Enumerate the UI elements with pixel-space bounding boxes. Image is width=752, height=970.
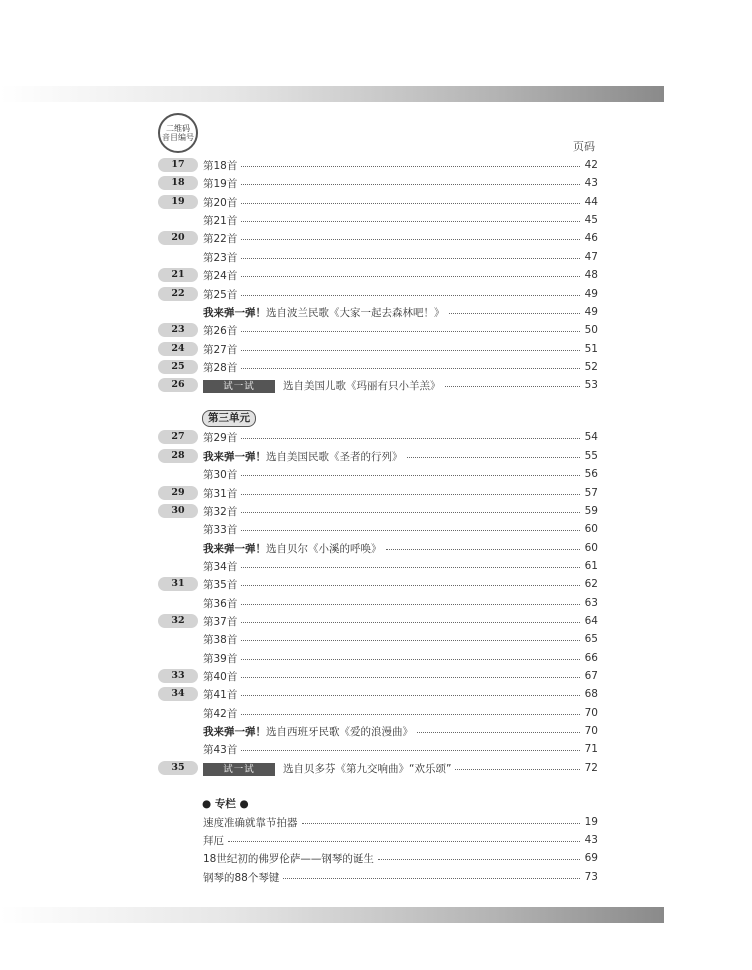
audio-track-number: 25 [158, 360, 198, 374]
toc-row [158, 447, 598, 465]
toc-row [158, 193, 598, 211]
dot-leader [241, 368, 580, 369]
page-number: 52 [584, 361, 598, 373]
audio-track-number: 31 [158, 577, 198, 591]
toc-entry [203, 248, 598, 266]
dot-leader [241, 622, 580, 623]
toc-row [158, 156, 598, 174]
column-row [158, 849, 598, 867]
dot-leader [241, 659, 580, 660]
toc-entry-title [203, 761, 451, 776]
toc-entry-text: 第41首 [203, 688, 238, 701]
play-along-label: 我来弹一弹！ [203, 450, 266, 463]
page-number: 67 [584, 670, 598, 682]
page-number: 46 [584, 232, 598, 244]
toc-entry [203, 321, 598, 339]
qr-badge-line1: 二维码 [166, 124, 190, 133]
page-number: 56 [584, 468, 598, 480]
toc-entry [203, 502, 598, 520]
bottom-gradient-band [0, 907, 664, 923]
toc-entry-text: 第25首 [203, 288, 238, 301]
column-entry [203, 831, 598, 849]
toc-row [158, 484, 598, 502]
toc-entry-title [203, 651, 237, 666]
audio-track-number: 28 [158, 449, 198, 463]
toc-row [158, 248, 598, 266]
column-entry [203, 849, 598, 867]
toc-entry-text: 第43首 [203, 743, 238, 756]
toc-entry-title [203, 706, 237, 721]
audio-track-number: 19 [158, 195, 198, 209]
toc-entry-text: 第40首 [203, 670, 238, 683]
toc-entry-title [203, 577, 237, 592]
dot-leader [241, 331, 580, 332]
dot-leader [241, 585, 580, 586]
toc-entry-title [203, 486, 237, 501]
dot-leader [241, 350, 580, 351]
toc-entry-title [203, 614, 237, 629]
page-number: 64 [584, 615, 598, 627]
toc-entry-title [203, 430, 237, 445]
toc-entry [203, 266, 598, 284]
toc-row [158, 428, 598, 446]
dot-leader [417, 732, 580, 733]
toc-entry-text: 第28首 [203, 361, 238, 374]
toc-row [158, 685, 598, 703]
toc-row [158, 211, 598, 229]
dot-leader [445, 386, 581, 387]
toc-entry [203, 740, 598, 758]
toc-entry-title [203, 378, 441, 393]
top-gradient-band [0, 86, 664, 102]
toc-entry-title [203, 669, 237, 684]
toc-row [158, 520, 598, 538]
toc-entry-title [203, 522, 237, 537]
audio-track-number: 34 [158, 687, 198, 701]
toc-entry-title [203, 541, 382, 556]
toc-entry-title [203, 467, 237, 482]
dot-leader [241, 677, 580, 678]
toc-row [158, 557, 598, 575]
play-along-label: 我来弹一弹！ [203, 725, 266, 738]
column-row [158, 813, 598, 831]
dot-leader [228, 841, 580, 842]
page-number: 49 [584, 288, 598, 300]
toc-entry-title [203, 195, 237, 210]
qr-badge-line2: 音目编号 [162, 133, 194, 142]
dot-leader [241, 221, 580, 222]
audio-track-number: 27 [158, 430, 198, 444]
toc-row [158, 229, 598, 247]
toc-entry [203, 759, 598, 777]
dot-leader [241, 512, 580, 513]
dot-leader [241, 567, 580, 568]
toc-entry-text: 第19首 [203, 177, 238, 190]
page-number: 60 [584, 523, 598, 535]
toc-entry [203, 447, 598, 465]
toc-entry [203, 303, 598, 321]
try-it-tag: 试一试 [203, 763, 275, 776]
section-heading-unit3: 第三单元 [202, 410, 256, 427]
toc-entry [203, 667, 598, 685]
toc-row [158, 740, 598, 758]
toc-row [158, 376, 598, 394]
page-column-label: 页码 [573, 140, 595, 153]
toc-entry-text: 第42首 [203, 707, 238, 720]
page-number: 70 [584, 725, 598, 737]
page-number: 66 [584, 652, 598, 664]
toc-entry [203, 685, 598, 703]
dot-leader [241, 640, 580, 641]
column-entry-title: 18世纪初的佛罗伦萨——钢琴的诞生 [203, 852, 374, 865]
try-it-tag: 试一试 [203, 380, 275, 393]
page-number: 71 [584, 743, 598, 755]
toc-row [158, 303, 598, 321]
toc-entry-title [203, 158, 237, 173]
toc-entry-text: 第21首 [203, 214, 238, 227]
toc-row [158, 649, 598, 667]
toc-row [158, 539, 598, 557]
toc-entry-title [203, 323, 237, 338]
dot-leader [241, 475, 580, 476]
toc-entry-text: 第20首 [203, 196, 238, 209]
toc-entry-text: 第36首 [203, 597, 238, 610]
toc-row [158, 630, 598, 648]
toc-row [158, 340, 598, 358]
audio-track-number: 20 [158, 231, 198, 245]
toc-entry-text: 第22首 [203, 232, 238, 245]
toc-entry [203, 557, 598, 575]
page-number: 54 [584, 431, 598, 443]
page-number: 55 [584, 450, 598, 462]
toc-row [158, 612, 598, 630]
page-number: 53 [584, 379, 598, 391]
toc-entry-text: 第35首 [203, 578, 238, 591]
page-number: 57 [584, 487, 598, 499]
page-number: 49 [584, 306, 598, 318]
audio-track-number: 29 [158, 486, 198, 500]
toc-entry [203, 376, 598, 394]
audio-track-number: 26 [158, 378, 198, 392]
toc-entry-title [203, 742, 237, 757]
toc-entry-text: 第23首 [203, 251, 238, 264]
page-number: 65 [584, 633, 598, 645]
toc-entry-text: 第38首 [203, 633, 238, 646]
toc-entry-title [203, 287, 237, 302]
toc-entry [203, 340, 598, 358]
page-number: 73 [584, 871, 598, 883]
toc-row [158, 174, 598, 192]
toc-entry-title [203, 305, 445, 320]
toc-row [158, 704, 598, 722]
audio-track-number: 23 [158, 323, 198, 337]
toc-entry-title [203, 632, 237, 647]
dot-leader [241, 203, 580, 204]
page-number: 42 [584, 159, 598, 171]
toc-entry-text: 第33首 [203, 523, 238, 536]
dot-leader [386, 549, 581, 550]
dot-leader [302, 823, 581, 824]
toc-entry-title [203, 268, 237, 283]
toc-entry [203, 156, 598, 174]
toc-entry-title [203, 176, 237, 191]
page-number: 19 [584, 816, 598, 828]
dot-leader [455, 769, 580, 770]
dot-leader [241, 438, 580, 439]
audio-track-number: 30 [158, 504, 198, 518]
play-along-label: 我来弹一弹！ [203, 542, 266, 555]
dot-leader [378, 859, 580, 860]
column-row [158, 831, 598, 849]
toc-entry-title [203, 504, 237, 519]
toc-entry-text: 选自波兰民歌《大家一起去森林吧！》 [266, 306, 445, 319]
page-number: 70 [584, 707, 598, 719]
toc-row [158, 321, 598, 339]
toc-entry-text: 第27首 [203, 343, 238, 356]
audio-track-number: 24 [158, 342, 198, 356]
column-entry-title: 钢琴的88个琴键 [203, 871, 280, 884]
toc-entry-text: 选自美国儿歌《玛丽有只小羊羔》 [283, 379, 441, 392]
page-number: 50 [584, 324, 598, 336]
toc-entry-title [203, 213, 237, 228]
toc-entry-title [203, 449, 403, 464]
toc-entry [203, 211, 598, 229]
page-number: 62 [584, 578, 598, 590]
dot-leader [241, 166, 580, 167]
toc-entry-text: 第32首 [203, 505, 238, 518]
toc-entry [203, 539, 598, 557]
page-number: 43 [584, 834, 598, 846]
toc-entry-text: 选自贝尔《小溪的呼唤》 [266, 542, 382, 555]
toc-row [158, 575, 598, 593]
toc-entry-text: 第29首 [203, 431, 238, 444]
toc-entry [203, 465, 598, 483]
dot-leader [241, 295, 580, 296]
toc-row [158, 465, 598, 483]
toc-entry-title [203, 596, 237, 611]
toc-entry-title [203, 342, 237, 357]
page-number: 63 [584, 597, 598, 609]
toc-entry-text: 第34首 [203, 560, 238, 573]
page-number: 44 [584, 196, 598, 208]
toc-entry-title [203, 687, 237, 702]
toc-entry-text: 选自西班牙民歌《爱的浪漫曲》 [266, 725, 413, 738]
toc-entry-text: 第24首 [203, 269, 238, 282]
toc-entry-title [203, 559, 237, 574]
toc-entry [203, 722, 598, 740]
toc-entry-title [203, 250, 237, 265]
dot-leader [241, 258, 580, 259]
page-number: 72 [584, 762, 598, 774]
toc-entry-text: 选自美国民歌《圣者的行列》 [266, 450, 403, 463]
toc-entry [203, 285, 598, 303]
dot-leader [241, 530, 580, 531]
dot-leader [241, 276, 580, 277]
column-entry [203, 868, 598, 886]
column-row [158, 868, 598, 886]
toc-entry-text: 第37首 [203, 615, 238, 628]
page-number: 45 [584, 214, 598, 226]
dot-leader [241, 239, 580, 240]
audio-track-number: 32 [158, 614, 198, 628]
toc-entry [203, 630, 598, 648]
toc-row [158, 594, 598, 612]
toc-entry-text: 第18首 [203, 159, 238, 172]
toc-entry [203, 704, 598, 722]
toc-row [158, 722, 598, 740]
dot-leader [241, 750, 580, 751]
toc-row [158, 285, 598, 303]
toc-entry-text: 第39首 [203, 652, 238, 665]
toc-entry [203, 229, 598, 247]
page-number: 68 [584, 688, 598, 700]
toc-entry [203, 612, 598, 630]
dot-leader [407, 457, 581, 458]
toc-entry-title [203, 231, 237, 246]
page-number: 43 [584, 177, 598, 189]
toc-entry [203, 358, 598, 376]
dot-leader [241, 494, 580, 495]
page-number: 60 [584, 542, 598, 554]
page-number: 61 [584, 560, 598, 572]
audio-track-number: 33 [158, 669, 198, 683]
toc-entry [203, 520, 598, 538]
toc-row [158, 502, 598, 520]
toc-entry-text: 第30首 [203, 468, 238, 481]
toc-entry-text: 第26首 [203, 324, 238, 337]
dot-leader [241, 184, 580, 185]
dot-leader [449, 313, 581, 314]
toc-entry [203, 484, 598, 502]
toc-row [158, 759, 598, 777]
toc-entry-text: 选自贝多芬《第九交响曲》“欢乐颂” [283, 762, 452, 775]
toc-entry [203, 649, 598, 667]
toc-entry [203, 594, 598, 612]
dot-leader [283, 878, 580, 879]
toc-row [158, 358, 598, 376]
page-number: 47 [584, 251, 598, 263]
audio-track-number: 35 [158, 761, 198, 775]
page-number: 48 [584, 269, 598, 281]
toc-entry [203, 193, 598, 211]
toc-entry-title [203, 724, 413, 739]
play-along-label: 我来弹一弹！ [203, 306, 266, 319]
page-number: 59 [584, 505, 598, 517]
toc-row [158, 266, 598, 284]
audio-track-number: 21 [158, 268, 198, 282]
toc-entry-text: 第31首 [203, 487, 238, 500]
toc-entry [203, 428, 598, 446]
column-entry-title: 拜厄 [203, 834, 224, 847]
column-entry [203, 813, 598, 831]
column-entry-title: 速度准确就靠节拍器 [203, 816, 298, 829]
audio-track-number: 17 [158, 158, 198, 172]
audio-track-number: 22 [158, 287, 198, 301]
audio-track-number: 18 [158, 176, 198, 190]
toc-entry [203, 174, 598, 192]
page-number: 69 [584, 852, 598, 864]
page-number: 51 [584, 343, 598, 355]
dot-leader [241, 714, 580, 715]
toc-entry [203, 575, 598, 593]
toc-row [158, 667, 598, 685]
dot-leader [241, 604, 580, 605]
column-section-title: ● 专栏 ● [202, 798, 249, 810]
dot-leader [241, 695, 580, 696]
qr-code-badge [158, 113, 198, 153]
toc-entry-title [203, 360, 237, 375]
